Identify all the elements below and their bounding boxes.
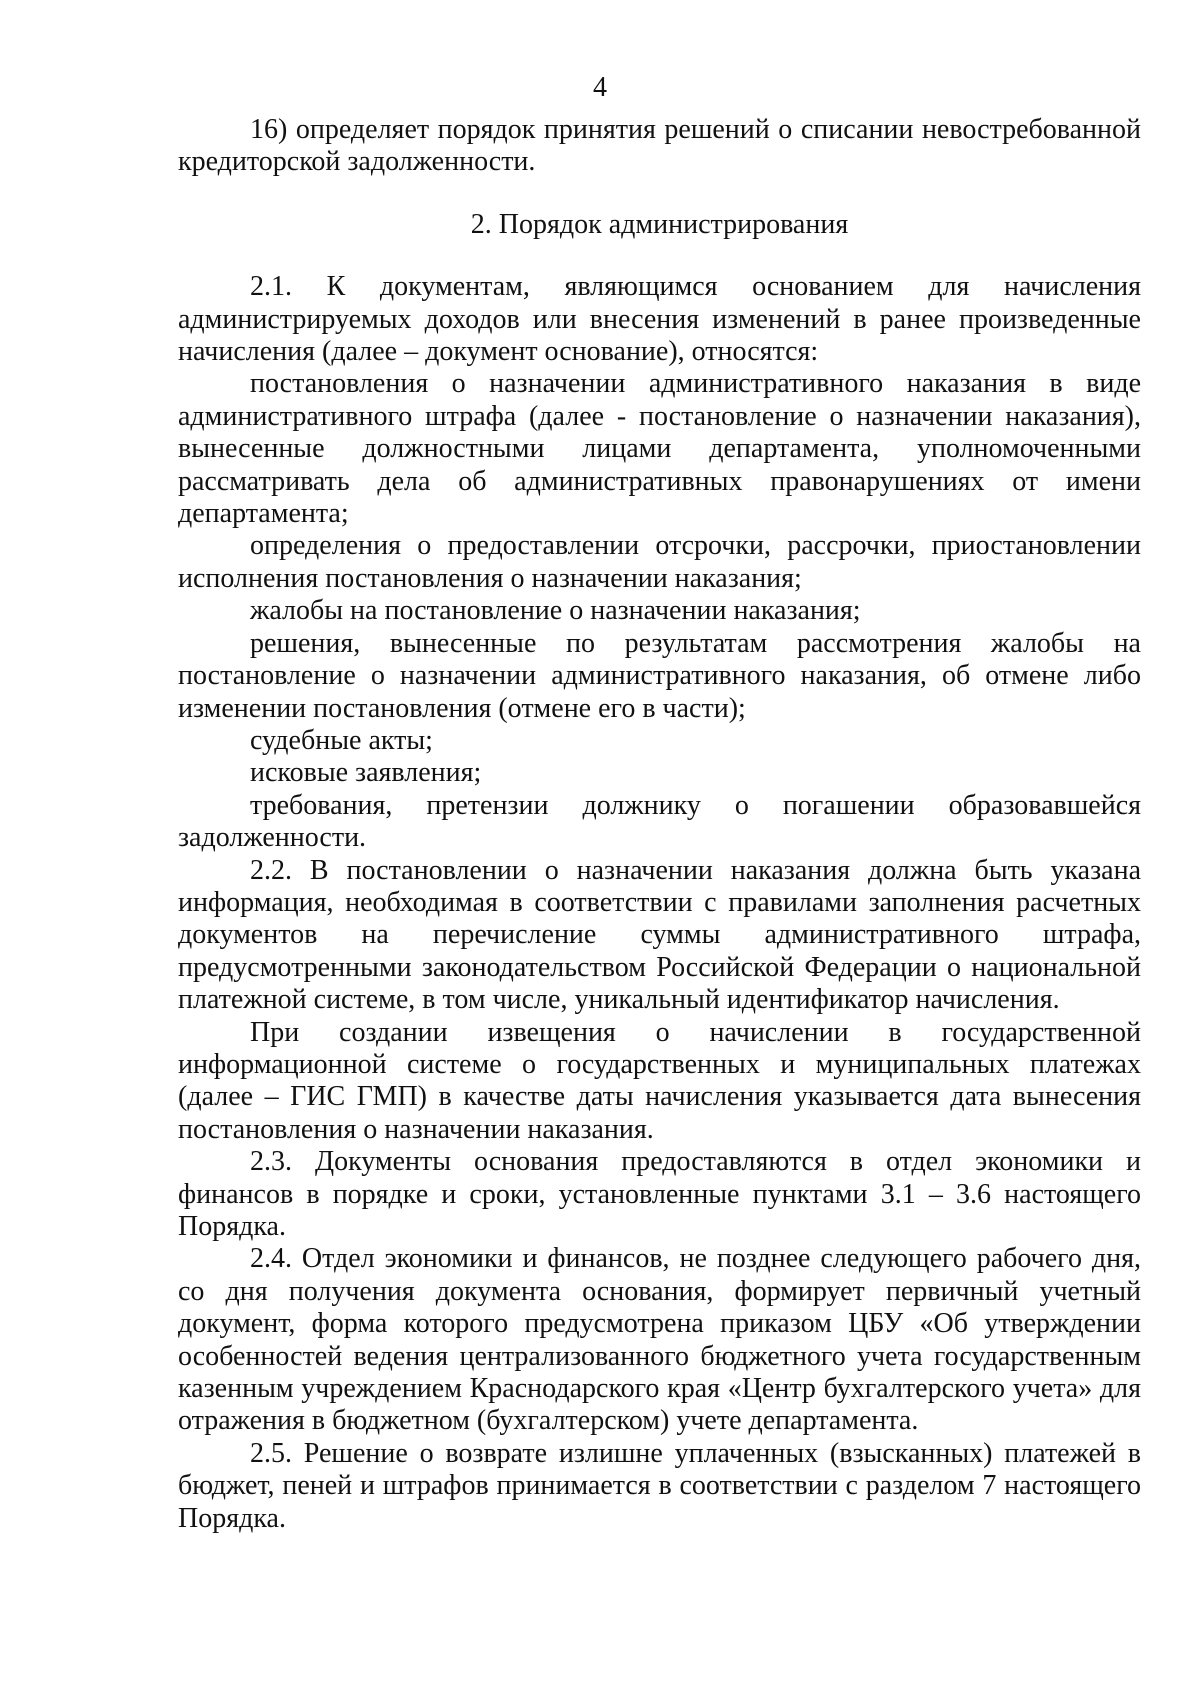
list-item-trebovaniya: требования, претензии должнику о погашении образовавшейся задолженности.	[178, 789, 1141, 854]
section-heading: 2. Порядок администрирования	[470, 208, 849, 240]
paragraph-2-2: 2.2. В постановлении о назначении наказания должна быть указана информация, необходимая в соответствии с правилами заполнения расчетных документов на перечисление суммы административного штрафа, предусмотренными законодательством Российской Федерации о национальной платежной системе, в том числе, уникальный идентификатор начисления.	[178, 854, 1141, 1016]
list-item-opredeleniya: определения о предоставлении отсрочки, рассрочки, приостановлении исполнения постановления о назначении наказания;	[178, 530, 1141, 594]
list-item-zhaloby: жалобы на постановление о назначении наказания;	[250, 595, 861, 627]
paragraph-2-3: 2.3. Документы основания предоставляются в отдел экономики и финансов в порядке и сроки, установленные пунктами 3.1 – 3.6 настоящего Порядка.	[178, 1146, 1141, 1242]
document-body	[178, 114, 1141, 1535]
paragraph-2-1: 2.1. К документам, являющимся основанием для начисления администрируемых доходов или внесения изменений в ранее произведенные начисления (далее – документ основание), относятся:	[178, 271, 1141, 368]
paragraph-2-5: 2.5. Решение о возврате излишне уплаченных (взысканных) платежей в бюджет, пеней и штрафов принимается в соответствии с разделом 7 настоящего Порядка.	[178, 1437, 1141, 1534]
list-item-postanovleniya: постановления о назначении административного наказания в виде административного штрафа (далее - постановление о назначении наказания), вынесенные должностными лицами департамента, уполномоченными рассматривать дела об административных правонарушениях от имени департамента;	[178, 368, 1141, 530]
page-number: 4	[593, 72, 607, 103]
list-item-iskovye-zayavleniya: исковые заявления;	[250, 757, 482, 789]
intro-paragraph: 16) определяет порядок принятия решений о списании невостребованной кредиторской задолженности.	[178, 114, 1141, 178]
paragraph-2-4: 2.4. Отдел экономики и финансов, не позднее следующего рабочего дня, со дня получения документа основания, формирует первичный учетный документ, форма которого предусмотрена приказом ЦБУ «Об утверждении особенностей ведения централизованного бюджетного учета государственным казенным учреждением Краснодарского края «Центр бухгалтерского учета» для отражения в бюджетном (бухгалтерском) учете департамента.	[178, 1243, 1141, 1437]
list-item-resheniya: решения, вынесенные по результатам рассмотрения жалобы на постановление о назначении административного наказания, об отмене либо изменении постановления (отмене его в части);	[178, 627, 1141, 724]
paragraph-gis-gmp: При создании извещения о начислении в государственной информационной системе о государственных и муниципальных платежах (далее – ГИС ГМП) в качестве даты начисления указывается дата вынесения постановления о назначении наказания.	[178, 1016, 1141, 1145]
list-item-sudebnye-akty: судебные акты;	[250, 724, 433, 756]
